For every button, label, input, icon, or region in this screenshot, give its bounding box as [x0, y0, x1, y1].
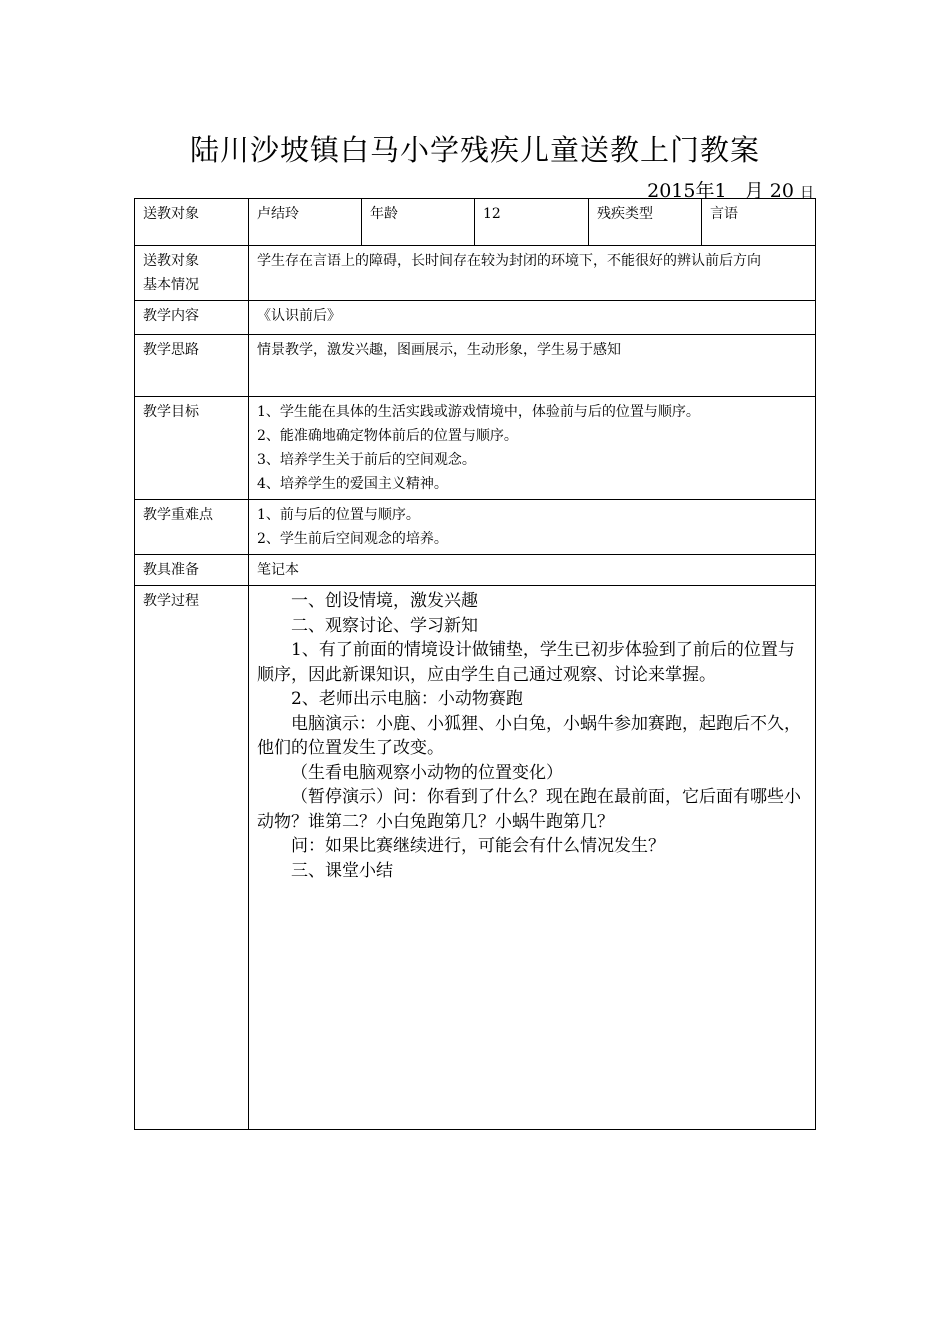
date-month: 1	[714, 180, 727, 202]
key-point-item: 2、学生前后空间观念的培养。	[257, 531, 448, 547]
label-process: 教学过程	[135, 586, 249, 1130]
value-process	[249, 586, 816, 1130]
label-basic-info-line1: 送教对象	[143, 253, 199, 269]
row-content	[135, 301, 816, 335]
process-paragraph: 三、课堂小结	[291, 860, 393, 881]
value-target: 卢结玲	[249, 199, 362, 246]
label-approach: 教学思路	[135, 335, 249, 397]
process-paragraph: 一、创设情境，激发兴趣	[291, 591, 478, 611]
process-paragraph: 问：如果比赛继续进行，可能会有什么情况发生？	[291, 836, 665, 856]
row-basic-info	[135, 246, 816, 301]
lesson-plan-table	[134, 198, 816, 1130]
label-disability-type: 残疾类型	[589, 199, 702, 246]
label-target: 送教对象	[135, 199, 249, 246]
value-goals	[249, 397, 816, 500]
date-day-unit: 日	[800, 185, 814, 201]
value-basic-info: 学生存在言语上的障碍，长时间存在较为封闭的环境下，不能很好的辨认前后方向	[249, 246, 816, 301]
key-point-item: 1、前与后的位置与顺序。	[257, 507, 420, 523]
value-content: 《认识前后》	[249, 301, 816, 335]
label-key-points: 教学重难点	[135, 500, 249, 555]
label-goals: 教学目标	[135, 397, 249, 500]
process-paragraph: 2、老师出示电脑：小动物赛跑	[291, 689, 523, 709]
label-age: 年龄	[362, 199, 475, 246]
value-key-points	[249, 500, 816, 555]
process-paragraph: 电脑演示：小鹿、小狐狸、小白兔，小蜗牛参加赛跑，起跑后不久，他们的位置发生了改变。	[257, 713, 801, 758]
process-paragraph: （暂停演示）问：你看到了什么？现在跑在最前面，它后面有哪些小动物？谁第二？小白兔跑第几？小蜗牛跑第几？	[257, 787, 801, 832]
label-basic-info-line2: 基本情况	[143, 277, 199, 293]
date-year: 2015	[647, 180, 696, 202]
date-year-unit: 年	[695, 180, 715, 202]
goal-item: 1、学生能在具体的生活实践或游戏情境中，体验前与后的位置与顺序。	[257, 404, 700, 420]
value-age: 12	[475, 199, 589, 246]
goal-item: 3、培养学生关于前后的空间观念。	[257, 452, 476, 468]
goal-item: 2、能准确地确定物体前后的位置与顺序。	[257, 428, 518, 444]
goal-item: 4、培养学生的爱国主义精神。	[257, 476, 448, 492]
document-title: 陆川沙坡镇白马小学残疾儿童送教上门教案	[189, 133, 760, 167]
process-paragraph: 1、有了前面的情境设计做铺垫，学生已初步体验到了前后的位置与顺序，因此新课知识，应由学生自己通过观察、讨论来掌握。	[257, 640, 795, 685]
row-approach	[135, 335, 816, 397]
row-key-points	[135, 500, 816, 555]
label-basic-info	[135, 246, 249, 301]
date-month-unit: 月	[744, 180, 764, 202]
process-paragraph: 二、观察讨论、学习新知	[291, 615, 478, 636]
value-approach: 情景教学，激发兴趣，图画展示，生动形象，学生易于感知	[249, 335, 816, 397]
row-target-info	[135, 199, 816, 246]
process-paragraph: （生看电脑观察小动物的位置变化）	[291, 762, 563, 783]
value-tools: 笔记本	[249, 555, 816, 586]
row-process	[135, 586, 816, 1130]
date-day: 20	[769, 180, 794, 202]
label-tools: 教具准备	[135, 555, 249, 586]
row-goals	[135, 397, 816, 500]
label-content: 教学内容	[135, 301, 249, 335]
row-tools	[135, 555, 816, 586]
value-disability-type: 言语	[702, 199, 816, 246]
